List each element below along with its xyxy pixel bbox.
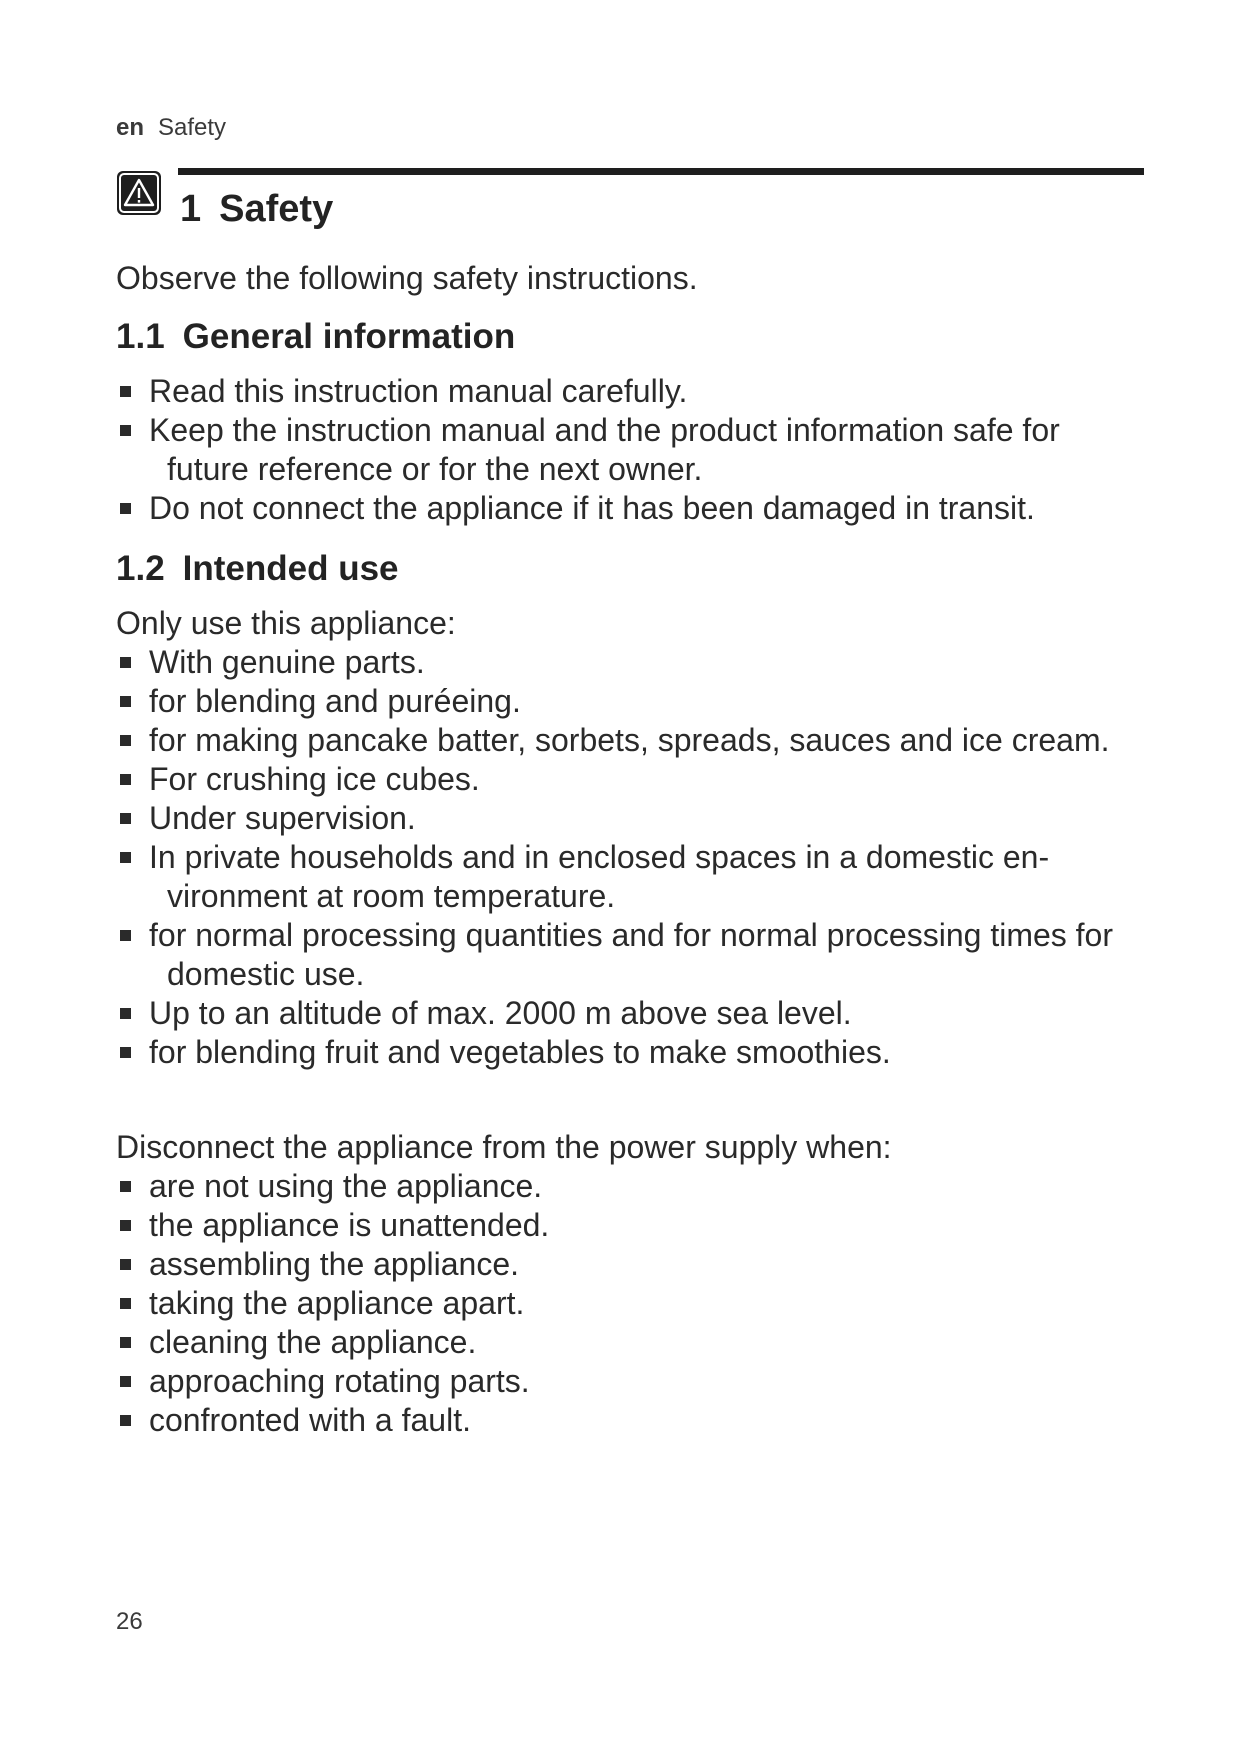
list-item: for blending and puréeing. (116, 682, 1146, 721)
intended-use-lead: Only use this appliance: (116, 605, 456, 641)
chapter-rule (178, 168, 1144, 175)
page-number: 26 (116, 1608, 143, 1635)
section-heading-general-information (116, 316, 515, 358)
list-item: In private households and in enclosed spaces in a domestic environment at room temperature. (116, 838, 1146, 916)
section-title: Intended use (182, 549, 399, 588)
list-item: confronted with a fault. (116, 1401, 1146, 1440)
section-number: 1.2 (116, 549, 165, 588)
list-item: With genuine parts. (116, 643, 1146, 682)
running-head-section: Safety (158, 114, 227, 141)
list-item: Keep the instruction manual and the product information safe for future reference or for the next owner. (116, 411, 1146, 489)
list-item: for blending fruit and vegetables to make smoothies. (116, 1033, 1146, 1072)
section-heading-intended-use (116, 548, 399, 590)
list-item: the appliance is unattended. (116, 1206, 1146, 1245)
list-item: for making pancake batter, sorbets, spreads, sauces and ice cream. (116, 721, 1146, 760)
chapter-intro: Observe the following safety instructions. (116, 260, 698, 296)
chapter-title (180, 186, 333, 232)
list-item: Under supervision. (116, 799, 1146, 838)
list-item: taking the appliance apart. (116, 1284, 1146, 1323)
general-information-list-block (116, 372, 1146, 528)
disconnect-block (116, 1128, 1146, 1440)
section-title: General information (182, 317, 516, 356)
intended-use-block (116, 604, 1146, 1072)
language-code: en (116, 114, 145, 141)
list-item: Do not connect the appliance if it has been damaged in transit. (116, 489, 1146, 528)
list-item: approaching rotating parts. (116, 1362, 1146, 1401)
list-item: for normal processing quantities and for normal processing times for domestic use. (116, 916, 1146, 994)
list-item: For crushing ice cubes. (116, 760, 1146, 799)
list-item: Up to an altitude of max. 2000 m above sea level. (116, 994, 1146, 1033)
warning-triangle-icon (116, 170, 162, 216)
manual-page (116, 0, 1146, 1754)
intended-use-list (116, 643, 1146, 1072)
chapter-number: 1 (180, 188, 202, 230)
section-number: 1.1 (116, 317, 165, 356)
list-item: cleaning the appliance. (116, 1323, 1146, 1362)
disconnect-list (116, 1167, 1146, 1440)
list-item: assembling the appliance. (116, 1245, 1146, 1284)
chapter-title-text: Safety (219, 188, 334, 230)
list-item: Read this instruction manual carefully. (116, 372, 1146, 411)
running-head (116, 114, 226, 142)
general-information-list (116, 372, 1146, 528)
list-item: are not using the appliance. (116, 1167, 1146, 1206)
disconnect-lead: Disconnect the appliance from the power supply when: (116, 1129, 892, 1165)
